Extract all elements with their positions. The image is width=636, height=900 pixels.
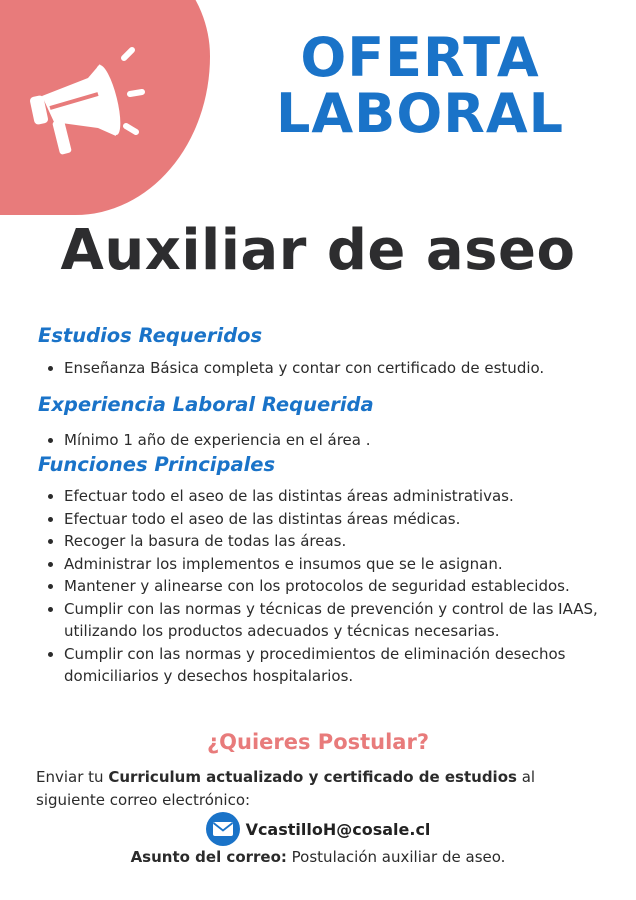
list-item: • Cumplir con las normas y técnicas de prevención y control de las IAAS, utilizando los productos adecuados y técnicas necesarias. (64, 598, 624, 643)
funciones-list (36, 485, 624, 688)
list-item: • Mínimo 1 año de experiencia en el área . (64, 429, 624, 452)
section-heading-funciones: Funciones Principales (38, 453, 276, 476)
list-item: • Administrar los implementos e insumos que se le asignan. (64, 553, 624, 576)
send-suffix: al siguiente correo electrónico: (36, 768, 536, 809)
megaphone-icon (28, 44, 158, 164)
job-title: Auxiliar de aseo (60, 218, 576, 283)
section-heading-estudios: Estudios Requeridos (38, 324, 263, 347)
email-row (0, 812, 636, 846)
apply-instructions (36, 766, 596, 812)
email-subject (0, 848, 636, 866)
section-heading-experiencia: Experiencia Laboral Requerida (38, 393, 374, 416)
list-item: • Efectuar todo el aseo de las distintas áreas médicas. (64, 508, 624, 531)
headline (240, 26, 600, 145)
apply-question: ¿Quieres Postular? (206, 730, 430, 754)
headline-line1: OFERTA (300, 26, 540, 89)
send-bold: Curriculum actualizado y certificado de estudios (108, 768, 517, 786)
mail-icon (206, 812, 240, 846)
list-item: • Cumplir con las normas y procedimientos de eliminación desechos domiciliarios y desechos hospitalarios. (64, 643, 624, 688)
list-item: • Enseñanza Básica completa y contar con certificado de estudio. (64, 357, 624, 380)
subject-label: Asunto del correo: (130, 848, 287, 866)
list-item: • Recoger la basura de todas las áreas. (64, 530, 624, 553)
subject-value: Postulación auxiliar de aseo. (286, 848, 506, 866)
headline-line2: LABORAL (275, 82, 565, 145)
experiencia-list (36, 429, 624, 452)
estudios-list (36, 357, 624, 380)
send-prefix: Enviar tu (36, 768, 109, 786)
list-item: • Efectuar todo el aseo de las distintas áreas administrativas. (64, 485, 624, 508)
list-item: • Mantener y alinearse con los protocolos de seguridad establecidos. (64, 575, 624, 598)
email-address[interactable]: VcastilloH@cosale.cl (245, 819, 431, 839)
